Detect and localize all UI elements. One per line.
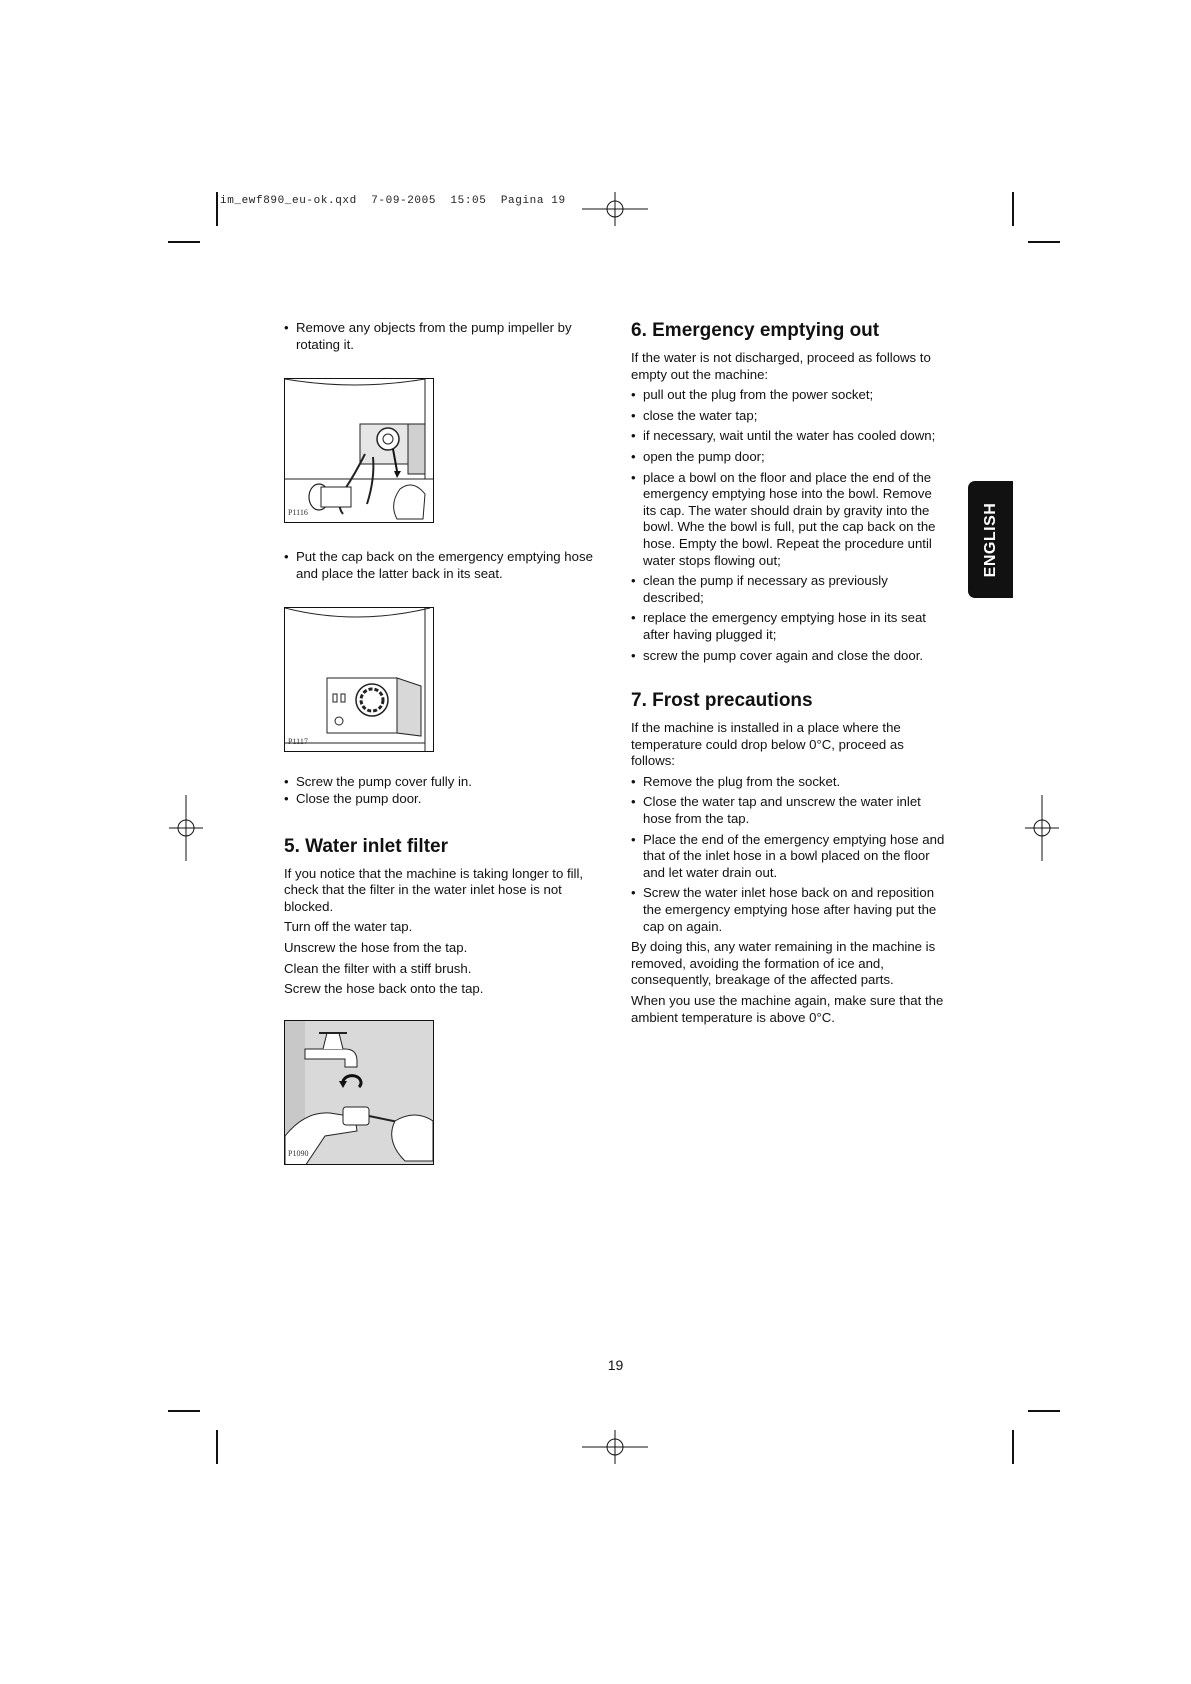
page-number: 19 xyxy=(607,1357,624,1373)
registration-mark-bottom xyxy=(582,1430,648,1464)
left-column xyxy=(284,320,599,1165)
list-item: • Remove the plug from the socket. xyxy=(631,774,946,791)
list-item: • Remove any objects from the pump impeller by rotating it. xyxy=(284,320,599,353)
language-tab-label: ENGLISH xyxy=(981,502,999,577)
figure-label: P1117 xyxy=(288,736,308,746)
list-item: • open the pump door; xyxy=(631,449,946,466)
paragraph: If the water is not discharged, proceed as follows to empty out the machine: xyxy=(631,350,931,382)
figure-pump-impeller xyxy=(284,378,434,523)
figure-label: P1116 xyxy=(288,507,308,517)
paragraph: Unscrew the hose from the tap. xyxy=(284,939,468,955)
registration-mark-right xyxy=(1025,795,1059,861)
paragraph: By doing this, any water remaining in the machine is removed, avoiding the formation of ice and, consequently, breakage of the affected parts. xyxy=(631,939,936,988)
registration-mark-top xyxy=(582,192,648,226)
paragraph: If the machine is installed in a place where the temperature could drop below 0°C, proceed as follows: xyxy=(631,720,904,769)
list-item: • replace the emergency emptying hose in its seat after having plugged it; xyxy=(631,610,946,643)
right-column xyxy=(631,320,946,1030)
list-item: • if necessary, wait until the water has cooled down; xyxy=(631,428,946,445)
paragraph: When you use the machine again, make sure that the ambient temperature is above 0°C. xyxy=(631,993,944,1025)
list-item: • Screw the water inlet hose back on and reposition the emergency emptying hose after having put the cap on again. xyxy=(631,885,946,935)
list-item: • Put the cap back on the emergency emptying hose and place the latter back in its seat. xyxy=(284,549,599,582)
pump-impeller-illustration xyxy=(285,379,434,523)
paragraph: Screw the hose back onto the tap. xyxy=(284,981,484,997)
list-item: • place a bowl on the floor and place the end of the emergency emptying hose into the bowl. Remove its cap. The water should drain by gravity into the bowl. Whe the bowl is full, put the cap back on the hose. Empty the bowl. Repeat the procedure until water stops flowing out; xyxy=(631,470,946,570)
figure-label: P1090 xyxy=(288,1149,309,1159)
print-slug: im_ewf890_eu-ok.qxd 7-09-2005 15:05 Pagina 19 xyxy=(220,195,566,207)
section-title: 5. Water inlet filter xyxy=(284,835,448,857)
language-tab xyxy=(968,481,1013,598)
paragraph: Clean the filter with a stiff brush. xyxy=(284,960,472,976)
pump-cover-illustration xyxy=(285,608,434,752)
section-title: 6. Emergency emptying out xyxy=(631,320,880,341)
figure-water-inlet-filter xyxy=(284,1020,434,1165)
registration-mark-left xyxy=(169,795,203,861)
list-item: • Close the water tap and unscrew the water inlet hose from the tap. xyxy=(631,794,946,827)
list-item: • close the water tap; xyxy=(631,408,946,425)
list-item: • clean the pump if necessary as previously described; xyxy=(631,573,946,606)
list-item: • screw the pump cover again and close the door. xyxy=(631,648,946,665)
water-tap-illustration xyxy=(285,1021,434,1165)
list-item: • pull out the plug from the power socket; xyxy=(631,387,946,404)
paragraph: If you notice that the machine is taking longer to fill, check that the filter in the water inlet hose is not blocked. xyxy=(284,865,584,914)
section-title: 7. Frost precautions xyxy=(631,690,813,712)
paragraph: Turn off the water tap. xyxy=(284,919,413,935)
list-item: • Screw the pump cover fully in. xyxy=(284,774,599,791)
list-item: • Close the pump door. xyxy=(284,791,599,808)
figure-pump-cover xyxy=(284,607,434,752)
list-item: • Place the end of the emergency emptying hose and that of the inlet hose in a bowl placed on the floor and let water drain out. xyxy=(631,832,946,882)
